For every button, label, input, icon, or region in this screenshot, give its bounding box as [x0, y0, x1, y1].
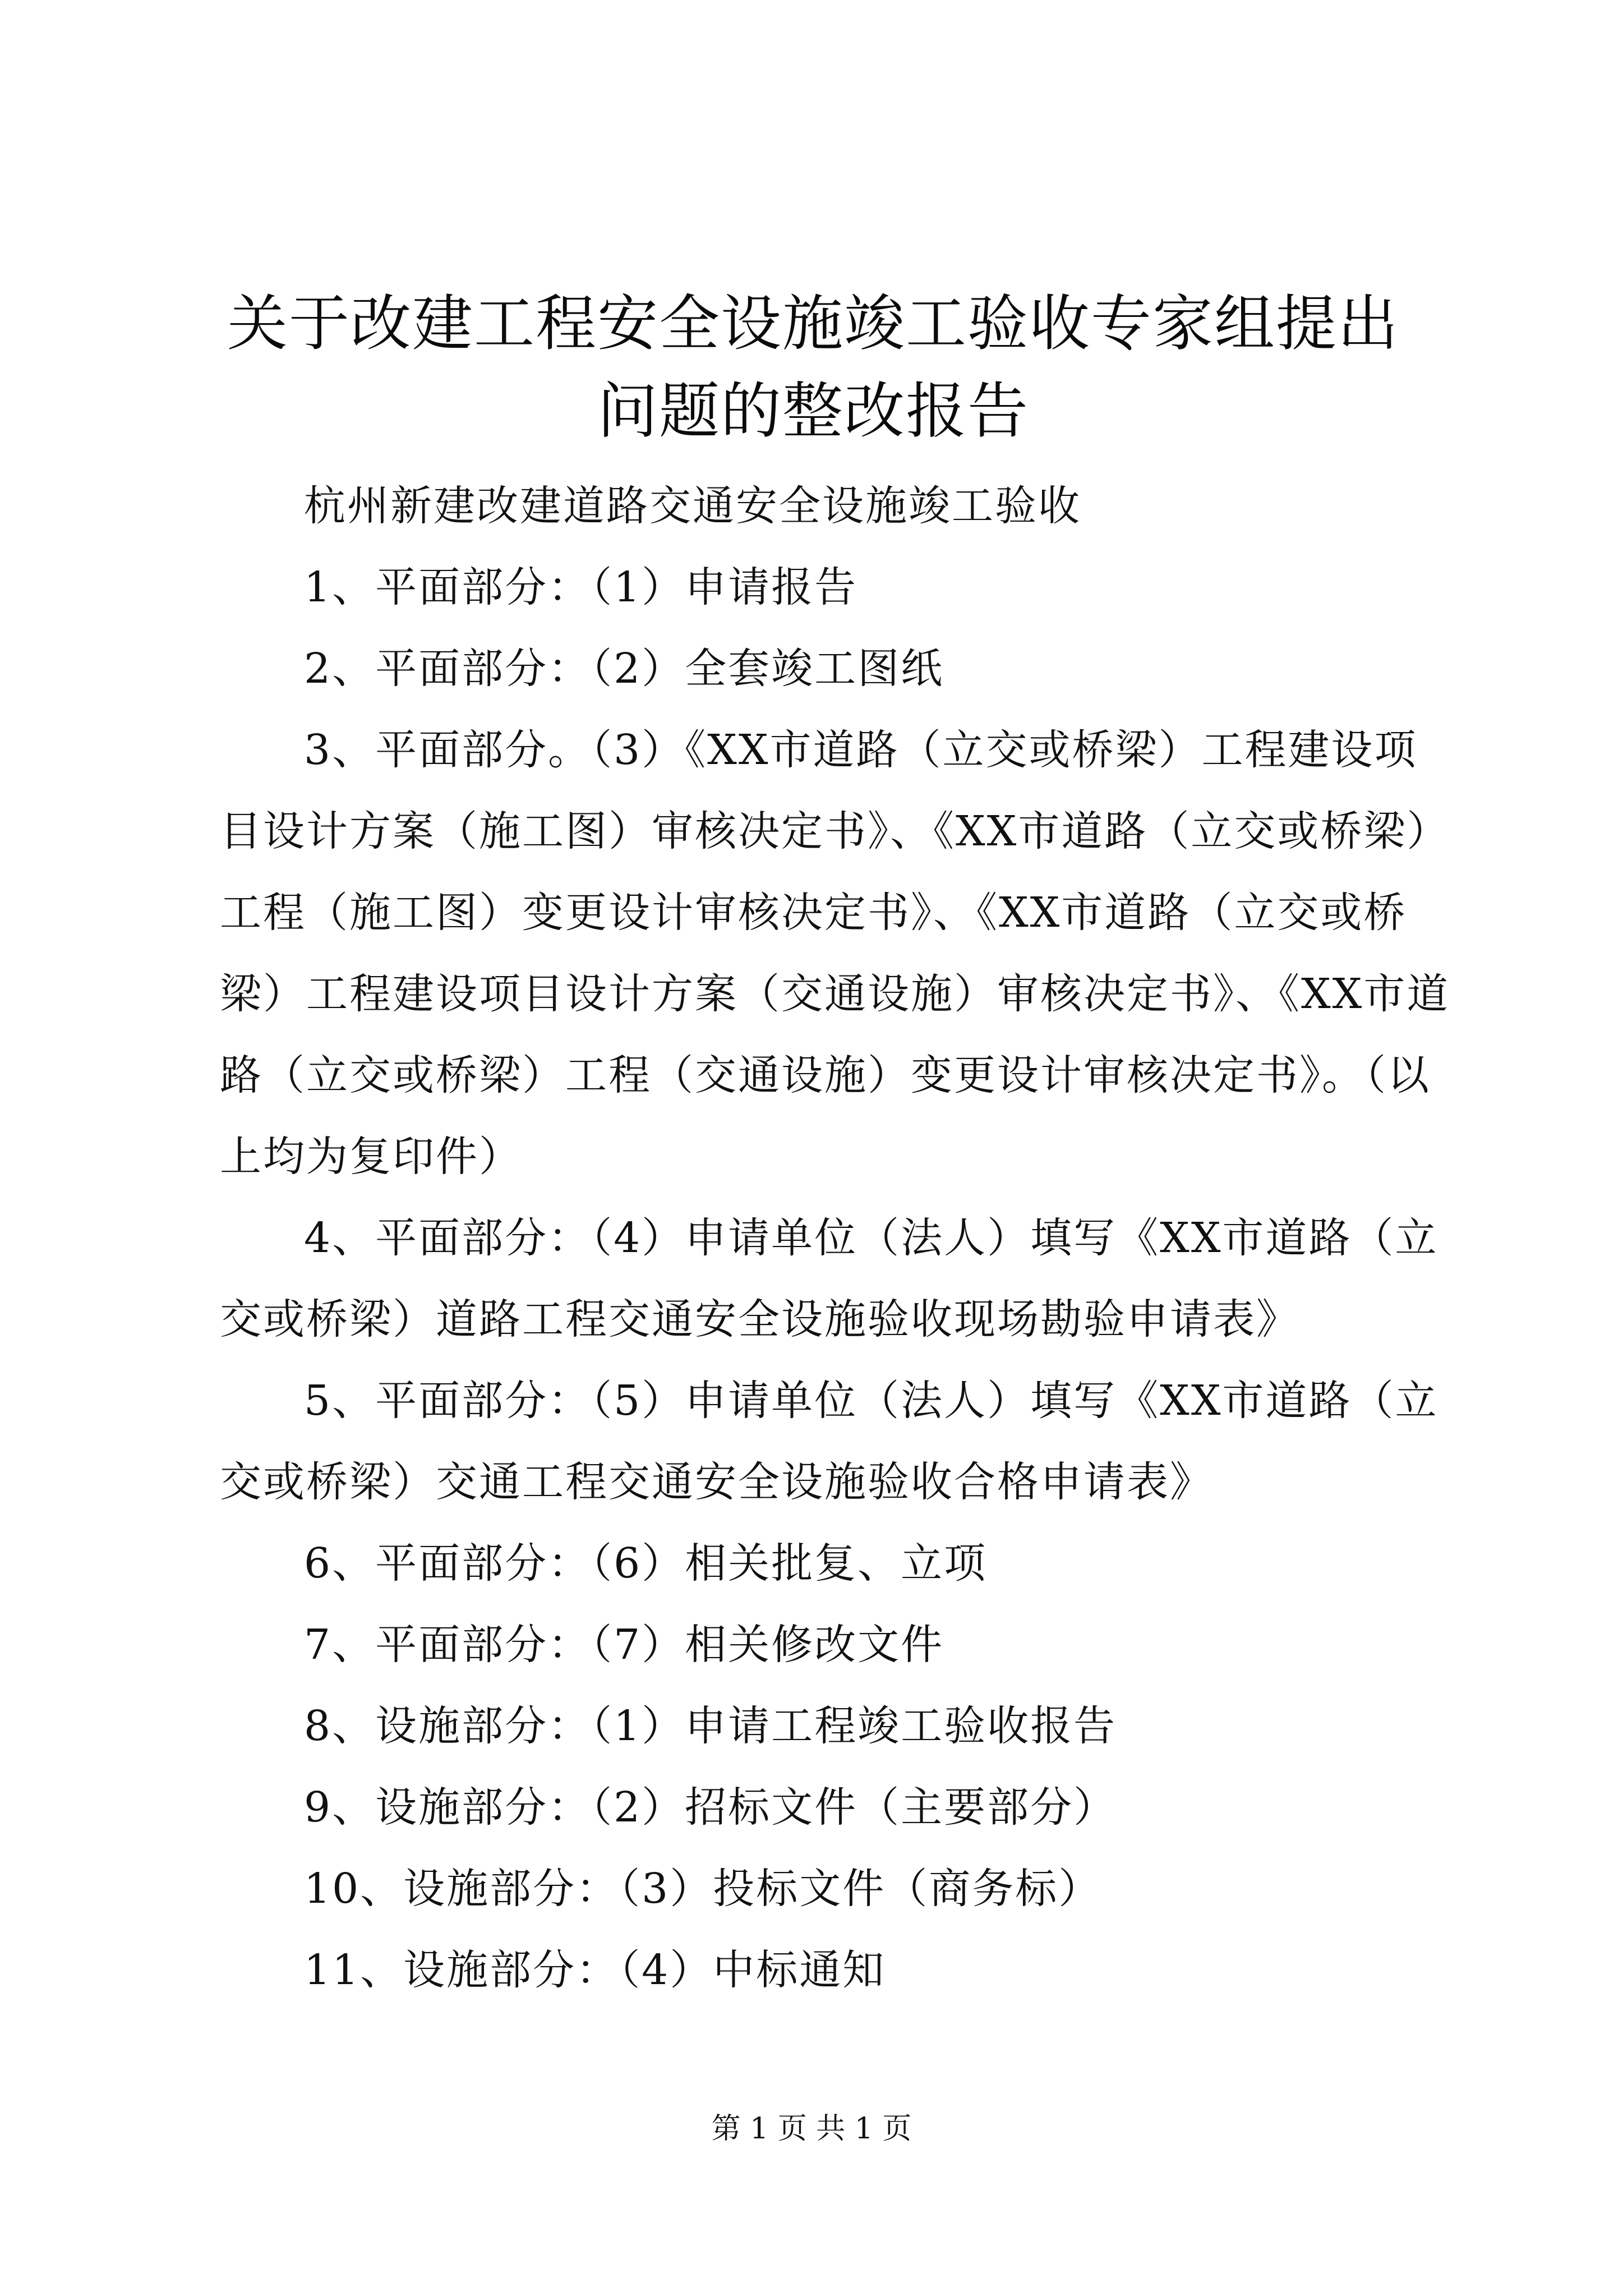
paragraph-item-9: 9、设施部分：（2）招标文件（主要部分）	[304, 1783, 1117, 1832]
paragraph-item-6: 6、平面部分：（6）相关批复、立项	[304, 1539, 988, 1588]
page-footer: 第 1 页 共 1 页	[711, 2112, 912, 2146]
paragraph-item-4: 4、平面部分：（4）申请单位（法人）填写《XX市道路（立交或桥梁）道路工程交通安全设施验收现场勘验申请表》	[220, 1214, 1438, 1343]
paragraph-item-10: 10、设施部分：（3）投标文件（商务标）	[304, 1865, 1102, 1913]
paragraph-intro: 杭州新建改建道路交通安全设施竣工验收	[304, 482, 1081, 530]
paragraph-item-11: 11、设施部分：（4）中标通知	[304, 1946, 886, 1994]
document-body	[220, 466, 1454, 2011]
paragraph-item-2: 2、平面部分：（2）全套竣工图纸	[304, 645, 944, 693]
paragraph-item-1: 1、平面部分：（1）申请报告	[304, 563, 858, 611]
paragraph-item-3: 3、平面部分。（3）《XX市道路（立交或桥梁）工程建设项目设计方案（施工图）审核决定书》、《XX市道路（立交或桥梁）工程（施工图）变更设计审核决定书》、《XX市道路（立交或桥梁）工程建设项目设计方案（交通设施）审核决定书》、《XX市道路（立交或桥梁）工程（交通设施）变更设计审核决定书》。（以上均为复印件）	[220, 726, 1450, 1181]
paragraph-item-7: 7、平面部分：（7）相关修改文件	[304, 1621, 944, 1669]
paragraph-item-5: 5、平面部分：（5）申请单位（法人）填写《XX市道路（立交或桥梁）交通工程交通安全设施验收合格申请表》	[220, 1377, 1438, 1506]
paragraph-item-8: 8、设施部分：（1）申请工程竣工验收报告	[304, 1702, 1117, 1750]
document-title: 关于改建工程安全设施竣工验收专家组提出问题的整改报告	[227, 289, 1399, 447]
